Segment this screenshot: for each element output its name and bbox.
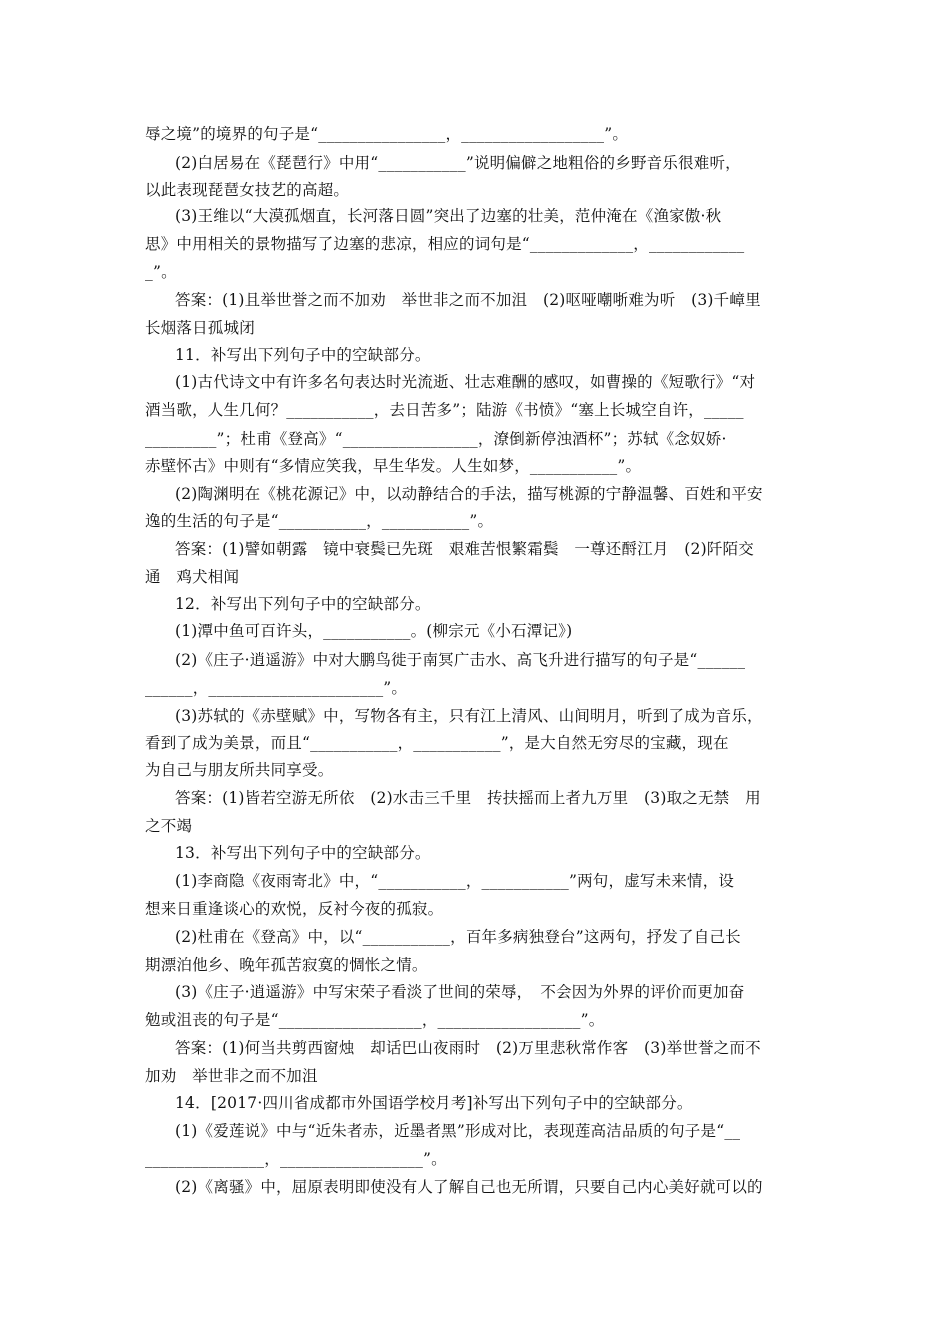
text-line: 看到了成为美景，而且“___________，___________”，是大自然无穷尽的宝藏，现在: [145, 734, 729, 752]
answer-line: 之不竭: [145, 817, 193, 835]
text-line: (2)白居易在《琵琶行》中用“___________”说明偏僻之地粗俗的乡野音乐很难听，: [175, 154, 741, 172]
text-line: 以此表现琵琶女技艺的高超。: [145, 181, 350, 199]
text-line: (1)李商隐《夜雨寄北》中，“___________，___________”两句，虚写未来情，设: [175, 872, 735, 890]
answer-line: 通 鸡犬相闻: [145, 568, 240, 586]
question-heading: 13．补写出下列句子中的空缺部分。: [175, 844, 431, 862]
text-line: 酒当歌，人生几何？___________，去日苦多”；陆游《书愤》“塞上长城空自许，_____: [145, 401, 744, 419]
answer-line: 答案：(1)譬如朝露 镜中衰鬓已先斑 艰难苦恨繁霜鬓 一尊还酹江月 (2)阡陌交: [175, 540, 754, 558]
text-line: _______________，__________________”。: [145, 1150, 447, 1168]
text-line: 思》中用相关的景物描写了边塞的悲凉，相应的词句是“_____________，____________: [145, 235, 745, 253]
text-line: (1)潭中鱼可百许头，___________。(柳宗元《小石潭记》): [175, 622, 573, 640]
answer-line: 答案：(1)何当共剪西窗烛 却话巴山夜雨时 (2)万里悲秋常作客 (3)举世誉之而不: [175, 1039, 761, 1057]
answer-line: 加劝 举世非之而不加沮: [145, 1067, 318, 1085]
text-line: (1)古代诗文中有许多名句表达时光流逝、壮志难酬的感叹，如曹操的《短歌行》“对: [175, 373, 756, 391]
answer-line: 答案：(1)且举世誉之而不加劝 举世非之而不加沮 (2)呕哑嘲哳难为听 (3)千嶂里: [175, 291, 761, 309]
question-heading: 14．[2017·四川省成都市外国语学校月考]补写出下列句子中的空缺部分。: [175, 1094, 693, 1112]
text-line: 逸的生活的句子是“___________，___________”。: [145, 512, 494, 530]
text-line: 勉或沮丧的句子是“__________________，__________________”。: [145, 1011, 605, 1029]
question-heading: 12．补写出下列句子中的空缺部分。: [175, 595, 431, 613]
question-heading: 11．补写出下列句子中的空缺部分。: [175, 346, 431, 364]
text-line: _”。: [145, 263, 177, 281]
text-line: _________”；杜甫《登高》“_________________，潦倒新停浊酒杯”；苏轼《念奴娇·: [145, 430, 727, 448]
text-line: (3)苏轼的《赤壁赋》中，写物各有主，只有江上清风、山间明月，听到了成为音乐，: [175, 707, 763, 725]
text-line: (3)王维以“大漠孤烟直，长河落日圆”突出了边塞的壮美，范仲淹在《渔家傲·秋: [175, 207, 722, 225]
text-line: 想来日重逢谈心的欢悦，反衬今夜的孤寂。: [145, 900, 444, 918]
text-line: (2)杜甫在《登高》中，以“___________，百年多病独登台”这两句，抒发了自己长: [175, 928, 741, 946]
text-line: 期漂泊他乡、晚年孤苦寂寞的惆怅之情。: [145, 956, 428, 974]
text-line: 为自己与朋友所共同享受。: [145, 761, 334, 779]
text-line: 赤壁怀古》中则有“多情应笑我，早生华发。人生如梦，___________”。: [145, 457, 642, 475]
text-line: (2)陶渊明在《桃花源记》中，以动静结合的手法，描写桃源的宁静温馨、百姓和平安: [175, 485, 763, 503]
text-line: (1)《爱莲说》中与“近朱者赤，近墨者黑”形成对比，表现莲高洁品质的句子是“__: [175, 1122, 741, 1140]
text-line: 辱之境”的境界的句子是“________________，__________________”。: [145, 125, 629, 143]
text-line: (2)《庄子·逍遥游》中对大鹏鸟徙于南冥广击水、高飞升进行描写的句子是“______: [175, 651, 746, 669]
text-line: ______，______________________”。: [145, 679, 408, 697]
answer-line: 答案：(1)皆若空游无所依 (2)水击三千里 抟扶摇而上者九万里 (3)取之无禁 用: [175, 789, 761, 807]
text-line: (3)《庄子·逍遥游》中写宋荣子看淡了世间的荣辱， 不会因为外界的评价而更加奋: [175, 983, 745, 1001]
text-line: (2)《离骚》中，屈原表明即使没有人了解自己也无所谓，只要自己内心美好就可以的: [175, 1178, 763, 1196]
answer-line: 长烟落日孤城闭: [145, 319, 255, 337]
